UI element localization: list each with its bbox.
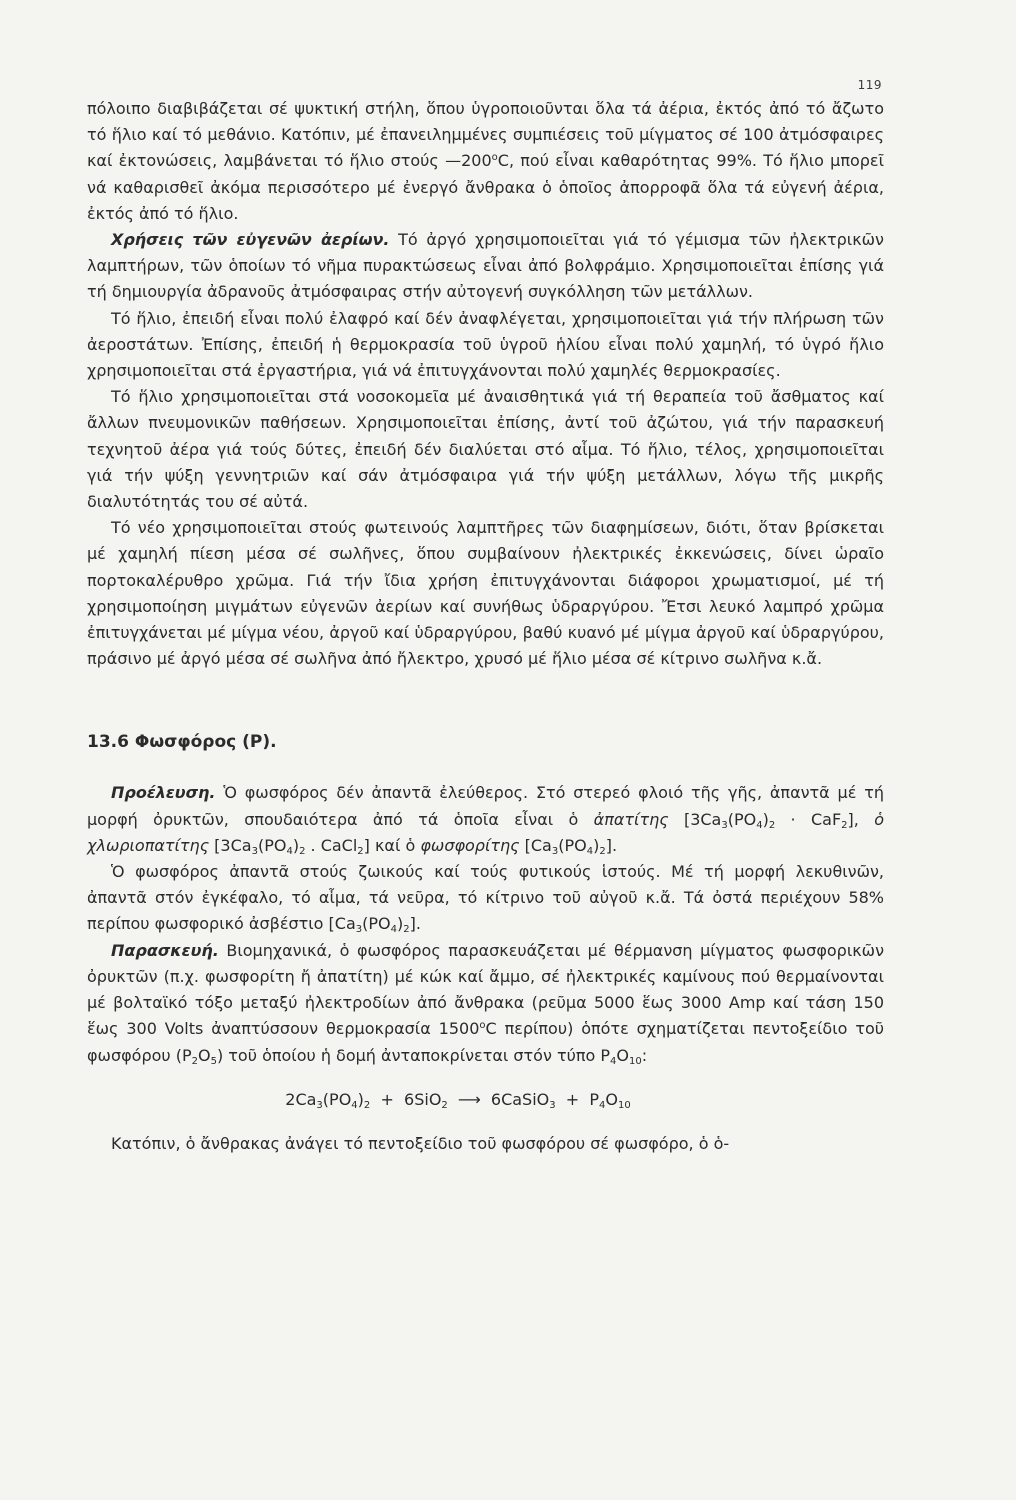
reaction-arrow: ⟶ bbox=[457, 1089, 481, 1109]
page-body bbox=[87, 96, 884, 1157]
phosphorite-term: φωσφορίτης bbox=[420, 835, 520, 855]
origin-lead: Προέλευση. bbox=[111, 783, 216, 803]
chlorapatite-term: ὁ χλωριοπατίτης bbox=[87, 809, 885, 855]
uses-lead: Χρήσεις τῶν εὐγενῶν ἀερίων. bbox=[111, 230, 390, 250]
reaction-equation: $2Ca_3(PO_4)_2 + 6SiO_2$ ⟶ 6CaSiO$_3$ + $P_4O_{10}$ bbox=[87, 1087, 884, 1113]
paragraph-origin: Προέλευση. Ὁ φωσφόρος δέν ἀπαντᾶ ἐλεύθερος. Στό στερεό φλοιό τῆς γῆς, ἀπαντᾶ μέ τή μορφή ὀρυκτῶν, σπουδαιότερα ἀπό τά ὁποῖα εἶναι ὁ ἀπατίτης $[3Ca_3(PO_4)_2 \cdot CaF_2]$, ὁ χλωριοπατίτης [$3Ca_3(PO_4)_2$ . CaCl$_2$] καί ὁ φωσφορίτης $[Ca_3(PO_4)_2]$. bbox=[87, 783, 885, 857]
preparation-lead: Παρασκευή. bbox=[111, 940, 219, 960]
apatite-term: ἀπατίτης bbox=[593, 809, 669, 829]
paragraph-neon: Τό νέο χρησιμοποιεῖται στούς φωτεινούς λαμπτῆρες τῶν διαφημίσεων, διότι, ὅταν βρίσκεται μέ χαμηλή πίεση μέσα σέ σωλῆνες, ὅπου συμβαίνουν ἠλεκτρικές ἐκκενώσεις, δίνει ὡραῖο πορτοκαλέρυθρο χρῶμα. Γιά τήν ἴδια χρήση ἐπιτυγχάνονται διάφοροι χρωματισμοί, μέ τή χρησιμοποίηση μιγμάτων εὐγενῶν ἀερίων καί συνήθως ὑδραργύρου. Ἔτσι λευκό λαμπρό χρῶμα ἐπιτυγχάνεται μέ μίγμα νέου, ἀργοῦ καί ὑδραργύρου, βαθύ κυανό μέ μίγμα ἀργοῦ καί ὑδραργύρου, πράσινο μέ ἀργό μέσα σέ σωλῆνα ἀπό ἤλεκτρο, χρυσό μέ ἥλιο μέσα σέ κίτρινο σωλῆνα κ.ἄ. bbox=[87, 518, 884, 669]
paragraph-helium-purification: πόλοιπο διαβιβάζεται σέ ψυκτική στήλη, ὅπου ὑγροποιοῦνται ὅλα τά ἀέρια, ἐκτός ἀπό τό ἄζωτο τό ἥλιο καί τό μεθάνιο. Κατόπιν, μέ ἐπανειλημμένες συμπιέσεις τοῦ μίγματος σέ 100 ἀτμόσφαιρες καί ἐκτονώσεις, λαμβάνεται τό ἥλιο στούς —200$^o$C, πού εἶναι καθαρότητας 99%. Τό ἥλιο μπορεῖ νά καθαρισθεῖ ἀκόμα περισσότερο μέ ἐνεργό ἄνθρακα ὁ ὁποῖος ἀπορροφᾶ ὅλα τά εὐγενή ἀέρια, ἐκτός ἀπό τό ἥλιο. bbox=[87, 99, 884, 223]
page-number: 119 bbox=[857, 78, 882, 92]
paragraph-preparation: Παρασκευή. Βιομηχανικά, ὁ φωσφόρος παρασκευάζεται μέ θέρμανση μίγματος φωσφορικῶν ὀρυκτῶν (π.χ. φωσφορίτη ἤ ἀπατίτη) μέ κώκ καί ἄμμο, σέ ἠλεκτρικές καμίνους πού θερμαίνονται μέ βολταϊκό τόξο μεταξύ ἠλεκτροδίων ἀπό ἄνθρακα (ρεῦμα 5000 ἕως 3000 Amp καί τάση 150 ἕως 300 Volts ἀναπτύσσουν θερμοκρασία 1500$^o$C περίπου) ὁπότε σχηματίζεται πεντοξείδιο τοῦ φωσφόρου $(P_2O_5)$ τοῦ ὁποίου ἡ δομή ἀνταποκρίνεται στόν τύπο $P_4O_{10}$: bbox=[87, 940, 884, 1067]
paragraph-helium-medical: Τό ἥλιο χρησιμοποιεῖται στά νοσοκομεῖα μέ ἀναισθητικά γιά τή θεραπεία τοῦ ἄσθματος καί ἄλλων πνευμονικῶν παθήσεων. Χρησιμοποιεῖται ἐπίσης, ἀντί τοῦ ἀζώτου, γιά τήν παρασκευή τεχνητοῦ ἀέρα γιά τούς δύτες, ἐπειδή δέν διαλύεται στό αἷμα. Τό ἥλιο, τέλος, χρησιμοποιεῖται γιά τήν ψύξη γεννητριῶν καί σάν ἀτμόσφαιρα γιά τήν ψύξη μετάλλων, λόγω τῆς μικρῆς διαλυτότητάς του σέ αὐτά. bbox=[87, 387, 884, 512]
paragraph-helium-balloons: Τό ἥλιο, ἐπειδή εἶναι πολύ ἐλαφρό καί δέν ἀναφλέγεται, χρησιμοποιεῖται γιά τήν πλήρωση τῶν ἀεροστάτων. Ἐπίσης, ἐπειδή ἡ θερμοκρασία τοῦ ὑγροῦ ἡλίου εἶναι πολύ χαμηλή, τό ὑγρό ἥλιο χρησιμοποιεῖται στά ἐργαστήρια, γιά νά ἐπιτυγχάνονται πολύ χαμηλές θερμοκρασίες. bbox=[87, 308, 884, 381]
paragraph-biological: Ὁ φωσφόρος ἀπαντᾶ στούς ζωικούς καί τούς φυτικούς ἱστούς. Μέ τή μορφή λεκυθινῶν, ἀπαντᾶ στόν ἐγκέφαλο, τό αἷμα, τά νεῦρα, τό κίτρινο τοῦ αὐγοῦ κ.ἄ. Τά ὀστά περιέχουν 58% περίπου φωσφορικό ἀσβέστιο $[Ca_3(PO_4)_2]$. bbox=[87, 862, 884, 936]
paragraph-noble-gas-uses: Χρήσεις τῶν εὐγενῶν ἀερίων. Τό ἀργό χρησιμοποιεῖται γιά τό γέμισμα τῶν ἠλεκτρικῶν λαμπτήρων, τῶν ὁποίων τό νῆμα πυρακτώσεως εἶναι ἀπό βολφράμιο. Χρησιμοποιεῖται ἐπίσης γιά τή δημιουργία ἀδρανοῦς ἀτμόσφαιρας στήν αὐτογενή συγκόλληση τῶν μετάλλων. bbox=[87, 230, 884, 302]
paragraph-reduction: Κατόπιν, ὁ ἄνθρακας ἀνάγει τό πεντοξείδιο τοῦ φωσφόρου σέ φωσφόρο, ὁ ὁ- bbox=[111, 1133, 730, 1153]
section-heading: 13.6 Φωσφόρος (P). bbox=[87, 732, 277, 753]
